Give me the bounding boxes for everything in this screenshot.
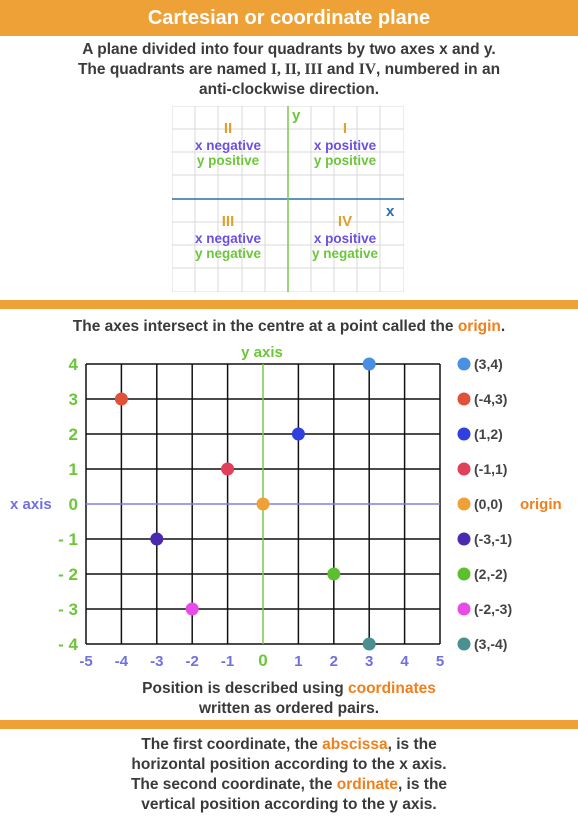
y-tick-label: 2 — [68, 425, 78, 444]
intro-line-2-b: and — [322, 61, 359, 78]
x-tick-label: 0 — [258, 651, 268, 670]
legend-marker — [458, 603, 471, 616]
coordinates-highlight: coordinates — [348, 680, 436, 697]
coordinates-line-1 — [0, 679, 578, 699]
divider-band-1 — [0, 300, 578, 309]
bottom-line-1-a: The first coordinate, the — [141, 736, 323, 753]
y-tick-label: 1 — [68, 460, 78, 479]
data-point — [115, 393, 128, 406]
data-point — [363, 358, 376, 371]
intro-line-3: anti-clockwise direction. — [198, 81, 380, 98]
legend-label: (3,4) — [474, 356, 503, 372]
intro-line-2-c: , numbered in an — [376, 61, 501, 78]
x-tick-label: -5 — [79, 653, 93, 670]
origin-sentence-text: The axes intersect in the centre at a point called the — [72, 318, 458, 335]
x-tick-label: 4 — [400, 653, 409, 670]
quadrant-numeral: II — [223, 120, 233, 137]
legend-label: (1,2) — [474, 426, 503, 442]
bottom-line-1-b: , is the — [387, 736, 437, 753]
x-tick-label: 5 — [435, 653, 445, 670]
x-axis-label: x axis — [10, 496, 52, 513]
data-point — [186, 603, 199, 616]
quadrant-y-sign: y negative — [194, 246, 262, 261]
quadrant-I — [314, 120, 377, 168]
quadrant-y-sign: y negative — [311, 246, 379, 261]
divider-band-2 — [0, 720, 578, 729]
origin-sentence — [0, 318, 578, 336]
bottom-line-3-b: , is the — [397, 776, 448, 793]
origin-note: origin — [520, 496, 562, 513]
plot-legend — [458, 356, 562, 652]
quadrant-y-sign: y positive — [196, 153, 260, 168]
legend-label: (0,0) — [474, 496, 503, 512]
legend-label: (-3,-1) — [474, 531, 513, 547]
origin-sentence-end: . — [500, 318, 506, 335]
data-point — [292, 428, 305, 441]
intro-roman-2: IV — [358, 61, 377, 78]
y-axis-label: y axis — [241, 344, 283, 361]
title-banner — [0, 0, 578, 36]
intro-line-2-a: The quadrants are named — [77, 61, 271, 78]
quadrant-II — [195, 120, 262, 168]
y-tick-label: - 3 — [58, 600, 78, 619]
quadrant-x-sign: x negative — [194, 231, 262, 246]
quadrant-y-sign: y positive — [313, 153, 377, 168]
intro-text — [0, 40, 578, 100]
quadrant-III — [195, 213, 262, 261]
intro-roman-1: I, II, III — [270, 61, 323, 78]
x-tick-label: 2 — [329, 653, 338, 670]
x-tick-label: -3 — [150, 653, 164, 670]
page-title: Cartesian or coordinate plane — [147, 6, 431, 29]
quadrant-numeral: III — [221, 213, 235, 230]
bottom-line-1 — [0, 735, 578, 755]
y-tick-label: - 2 — [58, 565, 78, 584]
y-tick-label: - 4 — [58, 635, 78, 654]
legend-marker — [458, 533, 471, 546]
x-tick-label: 3 — [365, 653, 374, 670]
y-tick-label: 3 — [68, 390, 78, 409]
coordinates-line-2: written as ordered pairs. — [198, 700, 380, 717]
y-tick-label: 0 — [68, 495, 78, 514]
legend-label: (2,-2) — [474, 566, 508, 582]
x-tick-label: -4 — [114, 653, 129, 670]
legend-marker — [458, 498, 471, 511]
data-point — [257, 498, 270, 511]
legend-label: (-1,1) — [474, 461, 508, 477]
coordinate-plot — [0, 340, 578, 670]
quadrant-numeral: I — [342, 120, 348, 137]
quadrant-x-label: x — [386, 203, 395, 220]
x-tick-label: 1 — [294, 653, 303, 670]
y-tick-label: - 1 — [58, 530, 78, 549]
legend-label: (3,-4) — [474, 636, 508, 652]
origin-highlight: origin — [457, 318, 501, 335]
legend-marker — [458, 358, 471, 371]
quadrant-x-sign: x positive — [313, 138, 377, 153]
x-tick-label: -1 — [220, 653, 235, 670]
bottom-line-3-a: The second coordinate, the — [130, 776, 337, 793]
ordinate-highlight: ordinate — [336, 776, 398, 793]
quadrant-x-sign: x negative — [194, 138, 262, 153]
data-point — [363, 638, 376, 651]
legend-marker — [458, 638, 471, 651]
legend-label: (-4,3) — [474, 391, 508, 407]
legend-marker — [458, 463, 471, 476]
bottom-line-4: vertical position according to the y axis. — [141, 796, 437, 813]
intro-line-1: A plane divided into four quadrants by two axes x and y. — [82, 41, 496, 58]
legend-label: (-2,-3) — [474, 601, 513, 617]
quadrant-IV — [312, 213, 379, 261]
legend-marker — [458, 428, 471, 441]
x-tick-label: -2 — [185, 653, 199, 670]
legend-marker — [458, 393, 471, 406]
quadrant-x-sign: x positive — [313, 231, 377, 246]
y-tick-label: 4 — [68, 355, 78, 374]
coordinates-text — [0, 679, 578, 719]
bottom-explanation — [0, 735, 578, 815]
quadrant-numeral: IV — [337, 213, 353, 230]
abscissa-highlight: abscissa — [322, 736, 388, 753]
coordinates-line-1-a: Position is described using — [142, 680, 348, 697]
quadrant-diagram — [172, 106, 404, 292]
bottom-line-3 — [0, 775, 578, 795]
legend-marker — [458, 568, 471, 581]
data-point — [150, 533, 163, 546]
quadrant-y-label: y — [292, 107, 301, 124]
intro-line-2 — [0, 60, 578, 80]
data-point — [327, 568, 340, 581]
data-point — [221, 463, 234, 476]
bottom-line-2: horizontal position according to the x axis. — [131, 756, 447, 773]
